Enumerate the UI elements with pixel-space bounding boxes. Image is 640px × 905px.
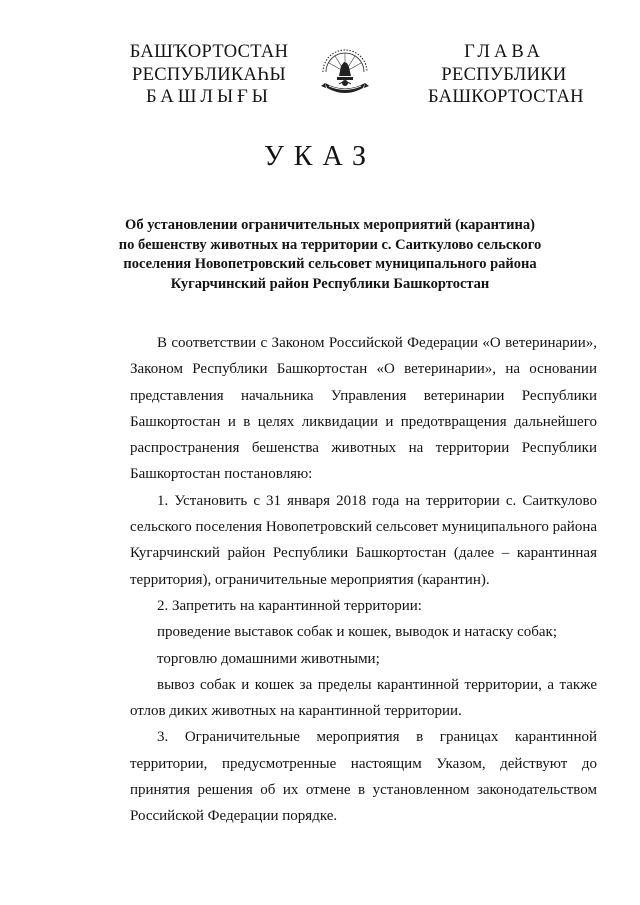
paragraph-item-2-sub-1: проведение выставок собак и кошек, выводок и натаску собак; [157, 624, 557, 641]
paragraph-preamble: В соответствии с Законом Российской Федерации «О ветеринарии», Законом Республики Башкортостан «О ветеринарии», на основании представления начальника Управления ветеринарии Республики Башкортостан и в целях ликвидации и предотвращения дальнейшего распространения бешенства животных на территории Республики Башкортостан постановляю: [130, 335, 597, 483]
paragraph-item-3: 3. Ограничительные мероприятия в границах карантинной территории, предусмотренные настоящим Указом, действуют до принятия решения об их отмене в установленном законодательством Российской Федерации порядке. [130, 729, 597, 825]
header-right-line-3: БАШКОРТОСТАН [428, 87, 584, 107]
title-line-3: поселения Новопетровский сельсовет муниципального района [123, 256, 537, 272]
title-line-2: по бешенству животных на территории с. Саиткулово сельского [118, 236, 542, 253]
document-title [110, 216, 550, 294]
header-left-line-3: БАШЛЫҒЫ [146, 87, 272, 107]
header-left-line-1: БАШҠОРТОСТАН [129, 42, 289, 62]
header-right-line-1: ГЛАВА [464, 42, 544, 62]
header-right-block [428, 41, 584, 109]
header-left-line-2: РЕСПУБЛИКАҺЫ [132, 64, 286, 85]
paragraph-item-2: 2. Запретить на карантинной территории: [157, 597, 422, 614]
paragraph-item-1: 1. Установить с 31 января 2018 года на территории с. Саиткулово сельского поселения Новопетровский сельсовет муниципального района Кугарчинский район Республики Башкортостан (далее – карантинная территория), ограничительные мероприятия (карантин). [130, 492, 597, 588]
document-type-heading: УКАЗ [263, 141, 377, 172]
coat-of-arms-icon [317, 36, 373, 100]
header-left-block [125, 41, 293, 109]
header-right-line-2: РЕСПУБЛИКИ [441, 64, 567, 85]
paragraph-item-2-sub-2: торговлю домашними животными; [157, 650, 380, 667]
document-body [130, 330, 597, 830]
title-line-1: Об установлении ограничительных мероприятий (карантина) [125, 217, 535, 233]
title-line-4: Кугарчинский район Республики Башкортостан [170, 275, 490, 292]
paragraph-item-2-sub-3: вывоз собак и кошек за пределы карантинной территории, а также отлов диких животных на карантинной территории. [130, 676, 597, 720]
